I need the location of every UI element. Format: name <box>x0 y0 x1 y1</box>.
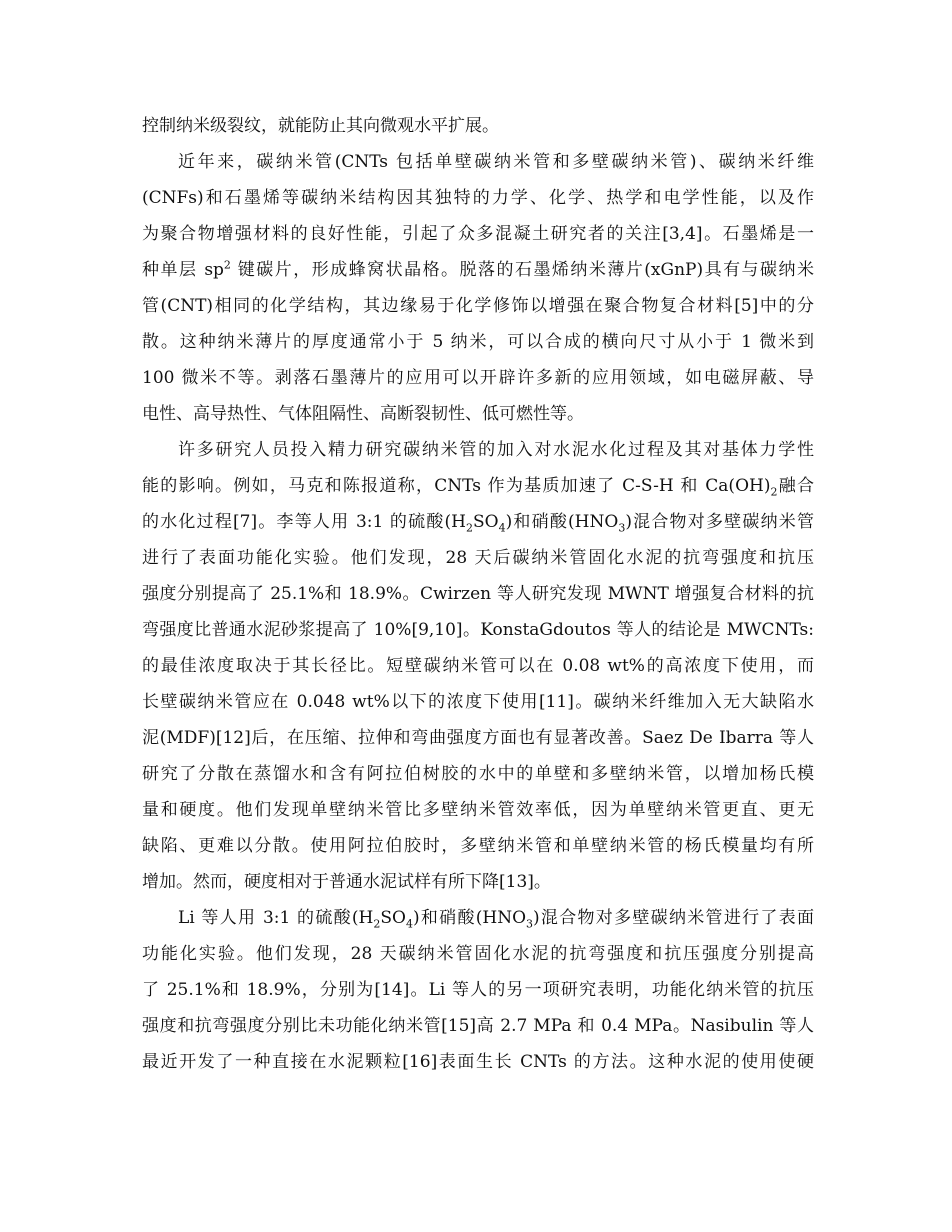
text-line: 电性、高导热性、气体阻隔性、高断裂韧性、低可燃性等。 <box>142 404 584 424</box>
text-line: 研究了分散在蒸馏水和含有阿拉伯树胶的水中的单壁和多壁纳米管，以增加杨氏模 <box>142 764 814 784</box>
text-segment: )混合物对多壁碳纳米管进行了表面 <box>533 908 814 928</box>
text-segment: SO <box>472 512 499 532</box>
paragraph-nanostructures <box>142 144 814 432</box>
body-text <box>142 108 814 1080</box>
text-line: (CNFs)和石墨烯等碳纳米结构因其独特的力学、化学、热学和电学性能，以及作 <box>142 188 814 208</box>
text-segment: 融合 <box>777 476 814 496</box>
paragraph-cnt-hydration <box>142 432 814 900</box>
paragraph-li-functionalization <box>142 900 814 1080</box>
text-line: 近年来，碳纳米管(CNTs 包括单壁碳纳米管和多壁碳纳米管)、碳纳米纤维 <box>178 152 814 172</box>
text-segment: )和硝酸(HNO <box>505 512 619 532</box>
paragraph-continuation <box>142 108 814 144</box>
text-line: 长壁碳纳米管应在 0.048 wt%以下的浓度下使用[11]。碳纳米纤维加入无大缺陷水 <box>142 692 814 712</box>
text-line: 了 25.1%和 18.9%，分别为[14]。Li 等人的另一项研究表明，功能化纳米管的抗压 <box>142 980 814 1000</box>
text-line: 缺陷、更难以分散。使用阿拉伯胶时，多壁纳米管和单壁纳米管的杨氏模量均有所 <box>142 836 814 856</box>
text-line: 控制纳米级裂纹，就能防止其向微观水平扩展。 <box>142 116 499 136</box>
text-segment: 的水化过程[7]。李等人用 3:1 的硫酸(H <box>142 512 466 532</box>
text-line: 强度和抗弯强度分别比未功能化纳米管[15]高 2.7 MPa 和 0.4 MPa。Nasibulin 等人 <box>142 1016 814 1036</box>
subscript: 2 <box>770 485 778 499</box>
text-line <box>142 468 814 504</box>
text-line: 100 微米不等。剥落石墨薄片的应用可以开辟许多新的应用领域，如电磁屏蔽、导 <box>142 368 814 388</box>
text-line: 强度分别提高了 25.1%和 18.9%。Cwirzen 等人研究发现 MWNT 增强复合材料的抗 <box>142 584 814 604</box>
text-segment: 键碳片，形成蜂窝状晶格。脱落的石墨烯纳米薄片(xGnP)具有与碳纳米 <box>230 260 814 280</box>
text-line: 许多研究人员投入精力研究碳纳米管的加入对水泥水化过程及其对基体力学性 <box>178 440 814 460</box>
text-line: 管(CNT)相同的化学结构，其边缘易于化学修饰以增强在聚合物复合材料[5]中的分 <box>142 296 814 316</box>
text-line: 泥(MDF)[12]后，在压缩、拉伸和弯曲强度方面也有显著改善。Saez De Ibarra 等人 <box>142 728 814 748</box>
text-segment: )和硝酸(HNO <box>412 908 527 928</box>
superscript: 2 <box>223 258 231 272</box>
text-line <box>142 504 814 540</box>
text-line: 散。这种纳米薄片的厚度通常小于 5 纳米，可以合成的横向尺寸从小于 1 微米到 <box>142 332 814 352</box>
text-line: 功能化实验。他们发现，28 天碳纳米管固化水泥的抗弯强度和抗压强度分别提高 <box>142 944 814 964</box>
text-segment: 种单层 sp <box>142 260 224 280</box>
text-line: 进行了表面功能化实验。他们发现，28 天后碳纳米管固化水泥的抗弯强度和抗压 <box>142 548 814 568</box>
text-line: 最近开发了一种直接在水泥颗粒[16]表面生长 CNTs 的方法。这种水泥的使用使硬 <box>142 1052 814 1072</box>
text-line <box>142 252 814 288</box>
text-line: 的最佳浓度取决于其长径比。短壁碳纳米管可以在 0.08 wt%的高浓度下使用，而 <box>142 656 814 676</box>
subscript: 4 <box>405 917 413 931</box>
text-line: 弯强度比普通水泥砂浆提高了 10%[9,10]。KonstaGdoutos 等人的结论是 MWCNTs: <box>142 620 814 640</box>
subscript: 3 <box>526 917 534 931</box>
text-line: 为聚合物增强材料的良好性能，引起了众多混凝土研究者的关注[3,4]。石墨烯是一 <box>142 224 814 244</box>
subscript: 2 <box>373 917 381 931</box>
text-line: 增加。然而，硬度相对于普通水泥试样有所下降[13]。 <box>142 872 551 892</box>
subscript: 2 <box>465 521 473 535</box>
text-segment: )混合物对多壁碳纳米管 <box>625 512 814 532</box>
text-segment: Li 等人用 3:1 的硫酸(H <box>178 908 374 928</box>
text-segment: SO <box>380 908 406 928</box>
text-line: 量和硬度。他们发现单壁纳米管比多壁纳米管效率低，因为单壁纳米管更直、更无 <box>142 800 814 820</box>
text-segment: 能的影响。例如，马克和陈报道称，CNTs 作为基质加速了 C-S-H 和 Ca(OH) <box>142 476 771 496</box>
subscript: 4 <box>498 521 506 535</box>
text-line <box>142 900 814 936</box>
subscript: 3 <box>618 521 626 535</box>
